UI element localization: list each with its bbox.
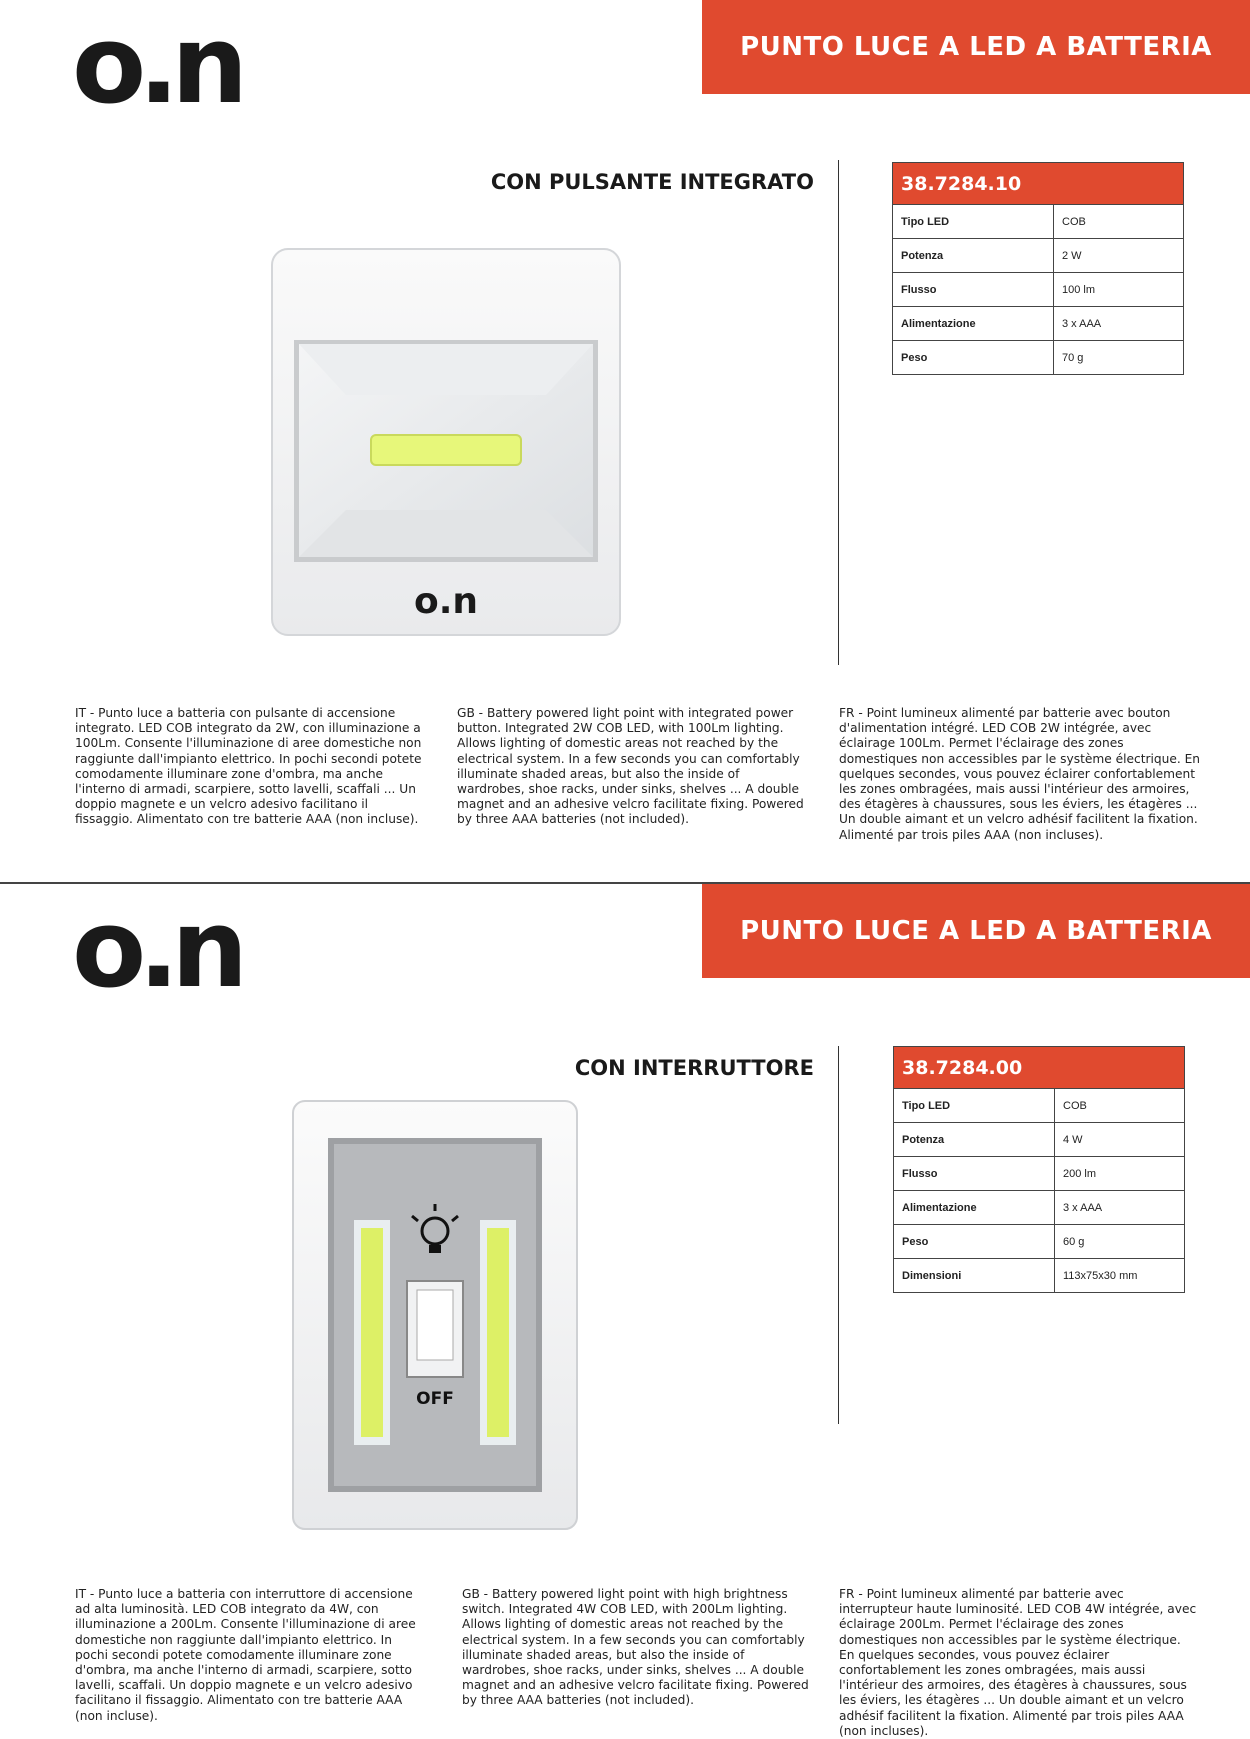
description-it: IT - Punto luce a batteria con interruttore di accensione ad alta luminosità. LED COB integrato da 4W, con illuminazione a 200Lm. Consente l'illuminazione di aree domestiche non raggiunte dall'impianto elettrico. In pochi secondi potete comodamente illuminare zone d'ombra, ma anche l'interno di armadi, scarpiere, sotto lavelli, scaffali. Un doppio magnete e un velcro adesivo facilitano il fissaggio. Alimentato con tre batterie AAA (non incluse). xyxy=(75,1587,416,1723)
column-divider xyxy=(838,1046,839,1424)
spec-value: 60 g xyxy=(1055,1225,1185,1259)
product-subtitle: CON PULSANTE INTEGRATO xyxy=(490,170,814,194)
brand-logo: o.n xyxy=(72,3,241,128)
spec-row xyxy=(893,205,1184,239)
spec-key: Flusso xyxy=(894,1157,1055,1191)
spec-key: Flusso xyxy=(893,273,1054,307)
spec-row xyxy=(893,273,1184,307)
spec-value: 113x75x30 mm xyxy=(1055,1259,1185,1293)
spec-key: Potenza xyxy=(893,239,1054,273)
spec-table xyxy=(892,162,1184,375)
spec-key: Peso xyxy=(893,341,1054,375)
product-code: 38.7284.10 xyxy=(893,163,1184,205)
description-fr: FR - Point lumineux alimenté par batterie avec interrupteur haute luminosité. LED COB 4W intégrée, avec éclairage 200Lm. Permet l'éclairage des zones domestiques non accessibles par le système électrique. En quelques secondes, vous pouvez éclairer confortablement les zones ombragées, mais aussi l'intérieur des armoires, des étagères à chaussures, sous les éviers, les étagères ... Un double aimant et un velcro adhésif facilitent la fixation. Alimenté par trois piles AAA (non incluses). xyxy=(839,1587,1197,1738)
spec-value: COB xyxy=(1054,205,1184,239)
spec-value: 3 x AAA xyxy=(1055,1191,1185,1225)
spec-key: Peso xyxy=(894,1225,1055,1259)
spec-row xyxy=(894,1225,1185,1259)
description-gb: GB - Battery powered light point with high brightness switch. Integrated 4W COB LED, with 200Lm lighting. Allows lighting of domestic areas not reached by the electrical system. In a few seconds you can comfortably illuminate shaded areas, but also the inside of wardrobes, shoe racks, under sinks, shelves ... A double magnet and an adhesive velcro facilitate fixing. Powered by three AAA batteries (not included). xyxy=(462,1587,809,1708)
spec-row xyxy=(894,1123,1185,1157)
spec-key: Alimentazione xyxy=(893,307,1054,341)
spec-key: Dimensioni xyxy=(894,1259,1055,1293)
spec-value: 3 x AAA xyxy=(1054,307,1184,341)
description-it: IT - Punto luce a batteria con pulsante di accensione integrato. LED COB integrato da 2W, con illuminazione a 100Lm. Consente l'illuminazione di aree domestiche non raggiunte dall'impianto elettrico. In pochi secondi potete comodamente illuminare zone d'ombra, ma anche l'interno di armadi, scarpiere, sotto lavelli, scaffali ... Un doppio magnete e un velcro adesivo facilitano il fissaggio. Alimentato con tre batterie AAA (non incluse). xyxy=(75,706,422,827)
spec-key: Alimentazione xyxy=(894,1191,1055,1225)
spec-value: 2 W xyxy=(1054,239,1184,273)
switch-off-label: OFF xyxy=(416,1389,454,1409)
spec-row xyxy=(894,1259,1185,1293)
spec-value: 100 lm xyxy=(1054,273,1184,307)
product-subtitle: CON INTERRUTTORE xyxy=(574,1056,814,1080)
spec-key: Tipo LED xyxy=(894,1089,1055,1123)
spec-key: Potenza xyxy=(894,1123,1055,1157)
spec-value: 200 lm xyxy=(1055,1157,1185,1191)
spec-row xyxy=(894,1191,1185,1225)
product-section-2 xyxy=(0,884,1250,1738)
photo-logo: o.n xyxy=(413,581,479,622)
column-divider xyxy=(838,160,839,665)
spec-row xyxy=(894,1089,1185,1123)
product-photo-push-light xyxy=(266,245,626,640)
spec-row xyxy=(893,307,1184,341)
description-gb: GB - Battery powered light point with integrated power button. Integrated 2W COB LED, with 100Lm lighting. Allows lighting of domestic areas not reached by the electrical system. In a few seconds you can comfortably illuminate shaded areas, but also the inside of wardrobes, shoe racks, under sinks, shelves ... A double magnet and an adhesive velcro facilitate fixing. Powered by three AAA batteries (not included). xyxy=(457,706,804,827)
category-banner: PUNTO LUCE A LED A BATTERIA xyxy=(702,884,1250,978)
spec-row xyxy=(893,341,1184,375)
description-fr: FR - Point lumineux alimenté par batterie avec bouton d'alimentation intégré. LED COB 2W intégrée, avec éclairage 100Lm. Permet l'éclairage des zones domestiques non accessibles par le système électrique. En quelques secondes, vous pouvez éclairer confortablement les zones ombragées, mais aussi l'intérieur des armoires, des étagères à chaussures, sous les éviers, les étagères ... Un double aimant et un velcro adhésif facilitent la fixation. Alimenté par trois piles AAA (non incluses). xyxy=(839,706,1201,842)
spec-table xyxy=(893,1046,1185,1293)
spec-key: Tipo LED xyxy=(893,205,1054,239)
brand-logo: o.n xyxy=(72,887,241,1012)
spec-row xyxy=(894,1157,1185,1191)
spec-value: 70 g xyxy=(1054,341,1184,375)
spec-value: COB xyxy=(1055,1089,1185,1123)
product-photo-switch-light xyxy=(290,1098,580,1533)
category-banner: PUNTO LUCE A LED A BATTERIA xyxy=(702,0,1250,94)
spec-row xyxy=(893,239,1184,273)
spec-value: 4 W xyxy=(1055,1123,1185,1157)
product-code: 38.7284.00 xyxy=(894,1047,1185,1089)
